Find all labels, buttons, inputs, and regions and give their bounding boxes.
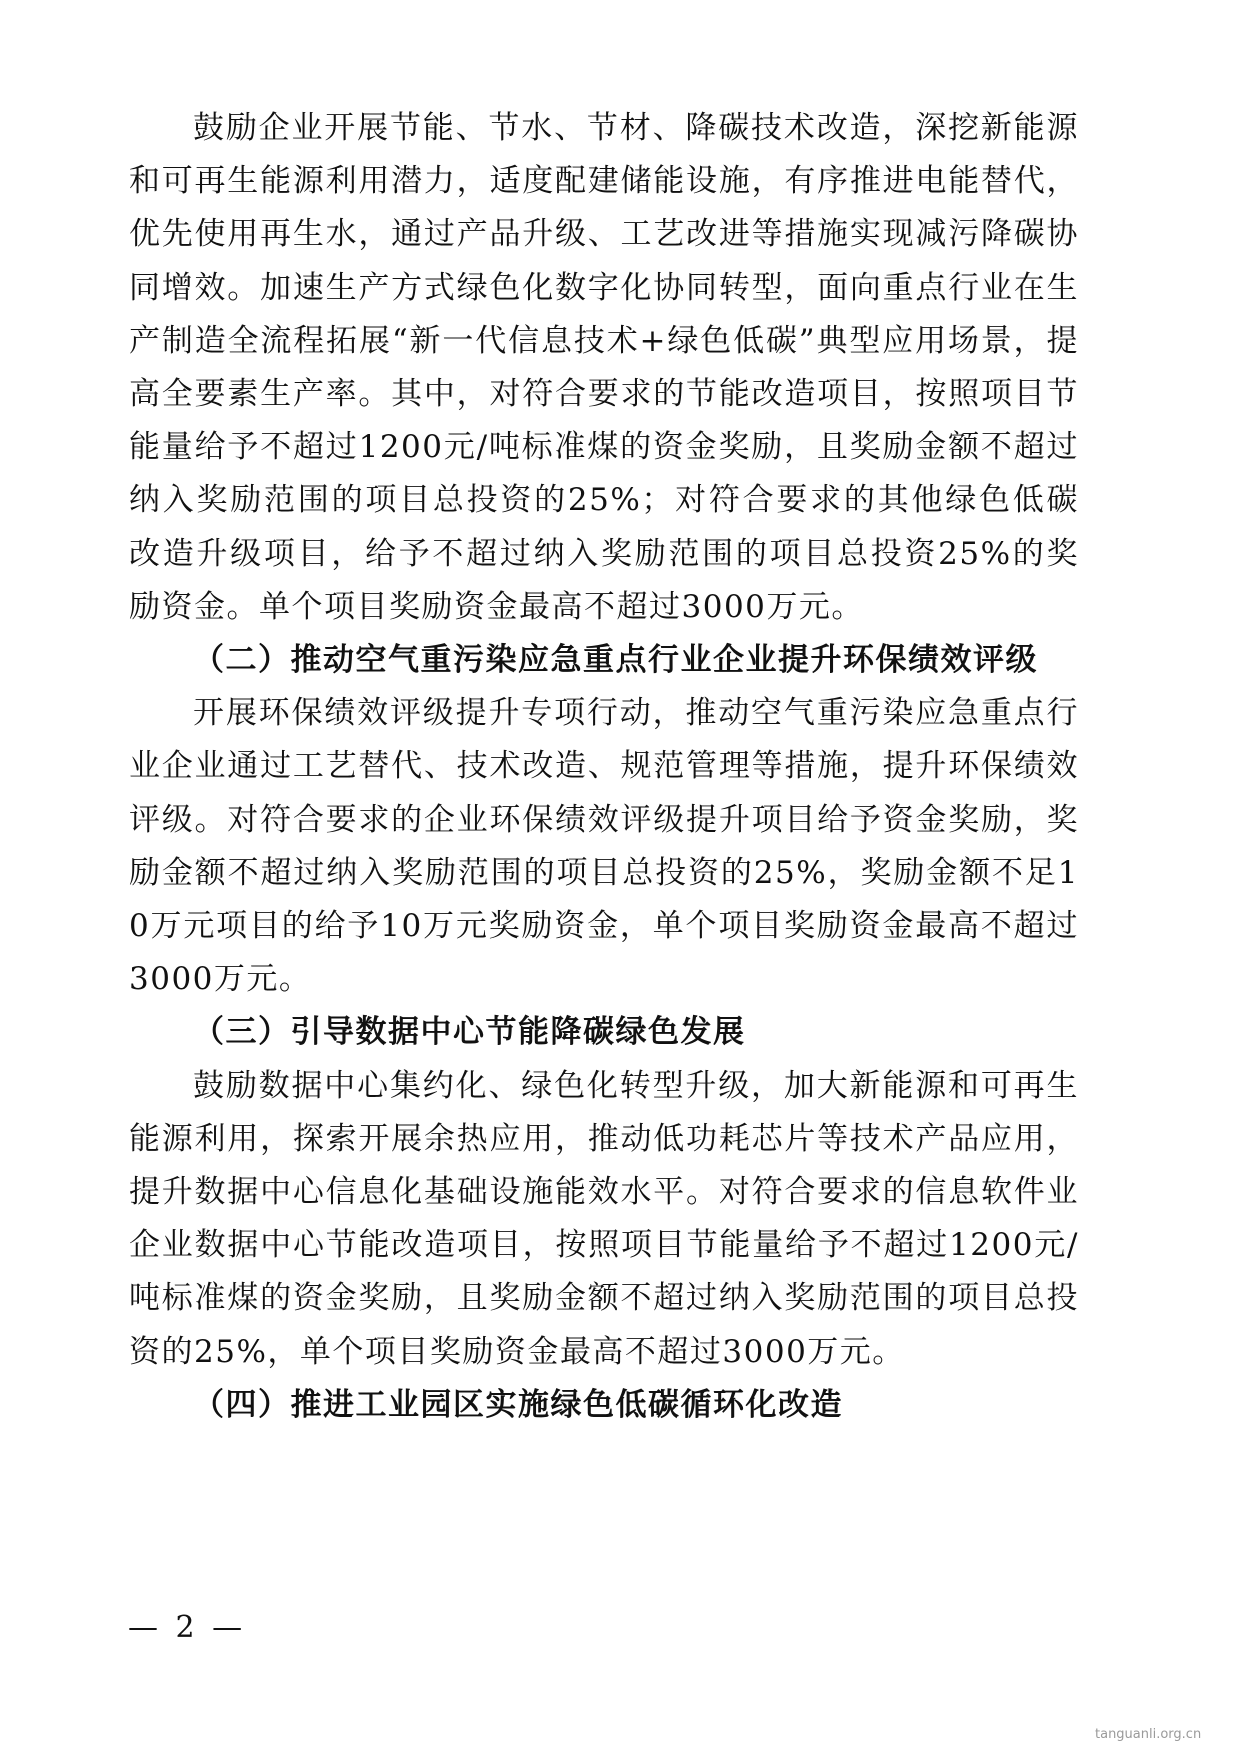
section-heading-2: （二）推动空气重污染应急重点行业企业提升环保绩效评级 bbox=[193, 642, 1038, 679]
paragraph-energy-saving-renovation: 鼓励企业开展节能、节水、节材、降碳技术改造，深挖新能源和可再生能源利用潜力，适度配建储能设施，有序推进电能替代，优先使用再生水，通过产品升级、工艺改进等措施实现减污降碳协同增效。加速生产方式绿色化数字化协同转型，面向重点行业在生产制造全流程拓展“新一代信息技术+绿色低碳”典型应用场景，提高全要素生产率。其中，对符合要求的节能改造项目，按照项目节能量给予不超过1200元/吨标准煤的资金奖励，且奖励金额不超过纳入奖励范围的项目总投资的25%；对符合要求的其他绿色低碳改造升级项目，给予不超过纳入奖励范围的项目总投资25%的奖励资金。单个项目奖励资金最高不超过3000万元。 bbox=[129, 110, 1079, 625]
paragraph-environmental-rating: 开展环保绩效评级提升专项行动，推动空气重污染应急重点行业企业通过工艺替代、技术改造、规范管理等措施，提升环保绩效评级。对符合要求的企业环保绩效评级提升项目给予资金奖励，奖励金额不超过纳入奖励范围的项目总投资的25%，奖励金额不足10万元项目的给予10万元奖励资金，单个项目奖励资金最高不超过3000万元。 bbox=[129, 695, 1079, 998]
section-heading-3: （三）引导数据中心节能降碳绿色发展 bbox=[193, 1014, 746, 1051]
page-number: — 2 — bbox=[128, 1610, 247, 1645]
document-body bbox=[129, 102, 1079, 1432]
paragraph-data-center: 鼓励数据中心集约化、绿色化转型升级，加大新能源和可再生能源利用，探索开展余热应用，推动低功耗芯片等技术产品应用，提升数据中心信息化基础设施能效水平。对符合要求的信息软件业企业数据中心节能改造项目，按照项目节能量给予不超过1200元/吨标准煤的资金奖励，且奖励金额不超过纳入奖励范围的项目总投资的25%，单个项目奖励资金最高不超过3000万元。 bbox=[129, 1067, 1079, 1370]
watermark-text: tanguanli.org.cn bbox=[1095, 1727, 1202, 1742]
section-heading-4: （四）推进工业园区实施绿色低碳循环化改造 bbox=[193, 1386, 843, 1423]
